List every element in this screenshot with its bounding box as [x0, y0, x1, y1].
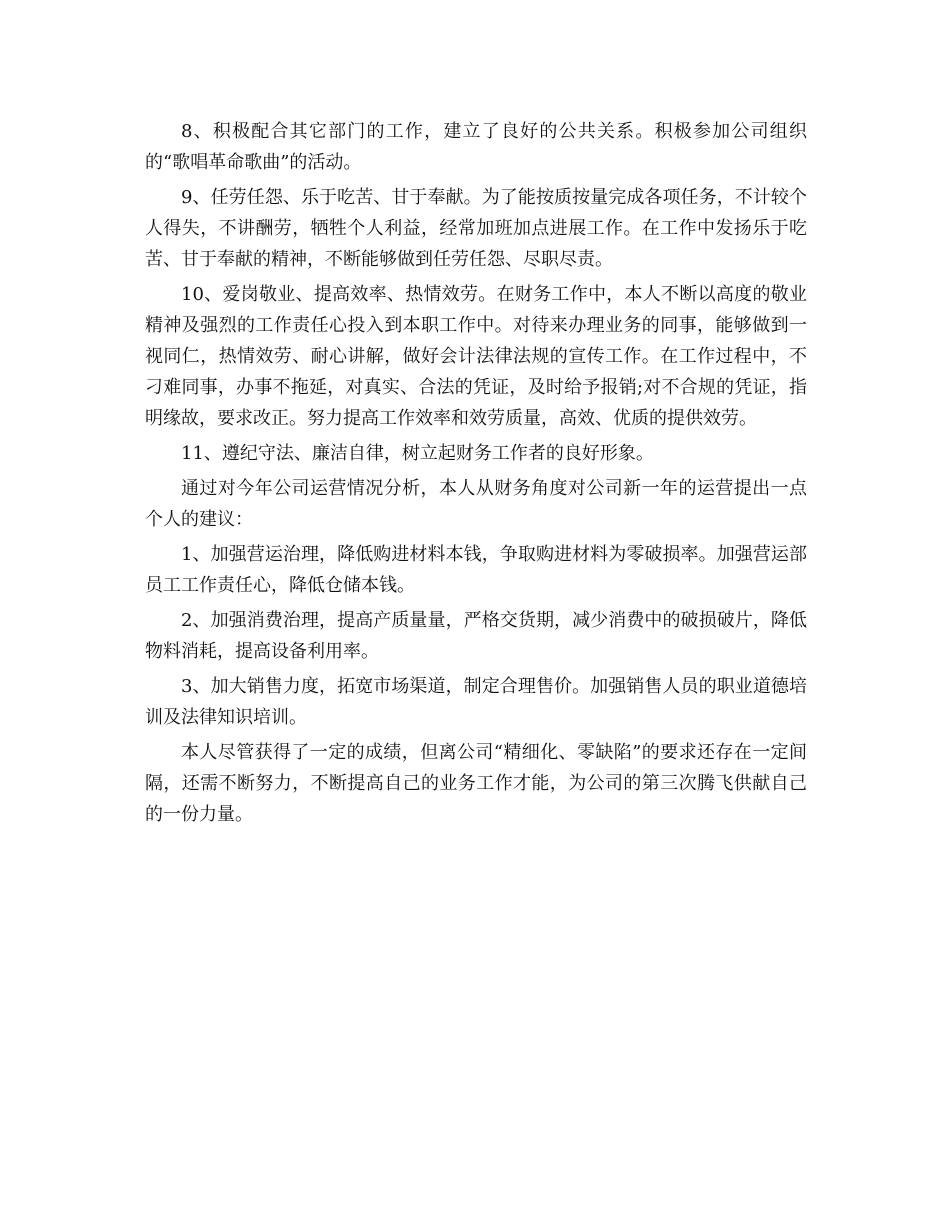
paragraph-item-10: 10、爱岗敬业、提高效率、热情效劳。在财务工作中，本人不断以高度的敬业精神及强烈的工作责任心投入到本职工作中。对待来办理业务的同事，能够做到一视同仁，热情效劳、耐心讲解，做好会计法律法规的宣传工作。在工作过程中，不刁难同事，办事不拖延，对真实、合法的凭证，及时给予报销;对不合规的凭证，指明缘故，要求改正。努力提高工作效率和效劳质量，高效、优质的提供效劳。: [145, 284, 807, 429]
paragraph-item-9: 9、任劳任怨、乐于吃苦、甘于奉献。为了能按质按量完成各项任务，不计较个人得失，不讲酬劳，牺牲个人利益，经常加班加点进展工作。在工作中发扬乐于吃苦、甘于奉献的精神，不断能够做到任劳任怨、尽职尽责。: [145, 187, 807, 270]
paragraph-suggestions-intro: 通过对今年公司运营情况分析，本人从财务角度对公司新一年的运营提出一点个人的建议：: [145, 478, 807, 530]
paragraph-suggestion-3: 3、加大销售力度，拓宽市场渠道，制定合理售价。加强销售人员的职业道德培训及法律知识培训。: [145, 676, 807, 728]
document-body: [145, 116, 807, 834]
paragraph-suggestion-1: 1、加强营运治理，降低购进材料本钱，争取购进材料为零破损率。加强营运部员工工作责任心，降低仓储本钱。: [145, 544, 807, 596]
paragraph-suggestion-2: 2、加强消费治理，提高产质量量，严格交货期，减少消费中的破损破片，降低物料消耗，提高设备利用率。: [145, 610, 807, 662]
paragraph-item-8: 8、积极配合其它部门的工作，建立了良好的公共关系。积极参加公司组织的“歌唱革命歌曲”的活动。: [145, 121, 807, 173]
paragraph-item-11: 11、遵纪守法、廉洁自律，树立起财务工作者的良好形象。: [181, 443, 654, 464]
paragraph-conclusion: 本人尽管获得了一定的成绩，但离公司“精细化、零缺陷”的要求还存在一定间隔，还需不断努力，不断提高自己的业务工作才能，为公司的第三次腾飞供献自己的一份力量。: [145, 742, 807, 825]
